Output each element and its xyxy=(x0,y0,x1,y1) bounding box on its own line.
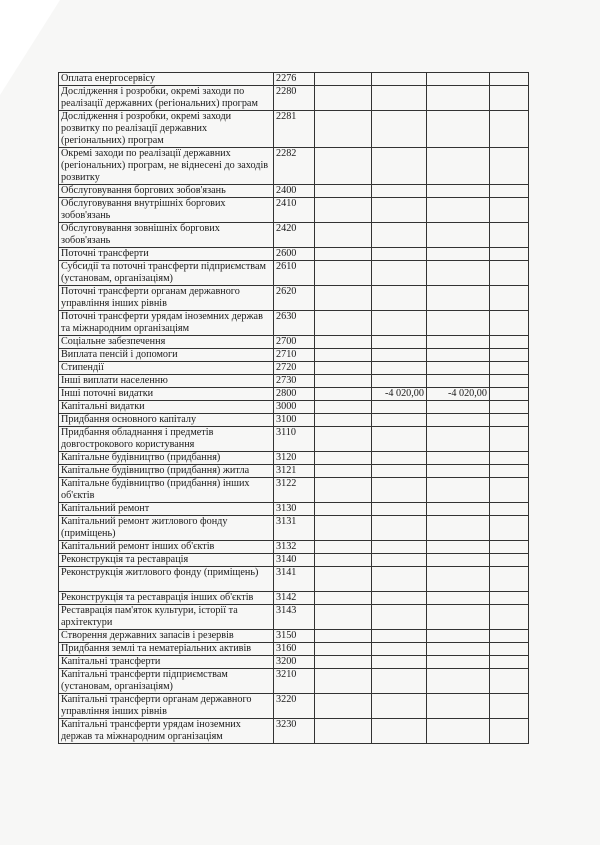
row-value-cell xyxy=(372,73,427,86)
row-value-cell xyxy=(372,630,427,643)
row-value-cell xyxy=(427,427,490,452)
row-code-cell: 2280 xyxy=(274,86,315,111)
row-name-cell: Капітальні трансферти xyxy=(59,656,274,669)
row-code-cell: 2620 xyxy=(274,286,315,311)
row-code-cell: 3131 xyxy=(274,516,315,541)
row-name-cell: Реставрація пам'яток культури, історії та архітектури xyxy=(59,605,274,630)
row-name-cell: Придбання основного капіталу xyxy=(59,414,274,427)
table-row xyxy=(59,311,529,336)
row-code-cell: 2630 xyxy=(274,311,315,336)
row-value-cell xyxy=(427,336,490,349)
row-value-cell xyxy=(427,465,490,478)
row-value-cell xyxy=(372,541,427,554)
row-value-cell xyxy=(315,349,372,362)
row-value-cell xyxy=(427,362,490,375)
table-row xyxy=(59,643,529,656)
row-value-cell xyxy=(315,541,372,554)
row-value-cell xyxy=(372,452,427,465)
row-name-cell: Реконструкція житлового фонду (приміщень) xyxy=(59,567,274,592)
row-value-cell xyxy=(427,375,490,388)
row-value-cell xyxy=(427,261,490,286)
row-value-cell xyxy=(372,414,427,427)
row-value-cell xyxy=(490,427,529,452)
table-row xyxy=(59,185,529,198)
row-value-cell xyxy=(427,148,490,185)
row-value-cell xyxy=(427,401,490,414)
row-value-cell xyxy=(315,630,372,643)
row-value-cell xyxy=(372,503,427,516)
row-code-cell: 2400 xyxy=(274,185,315,198)
row-code-cell: 2610 xyxy=(274,261,315,286)
row-value-cell xyxy=(315,516,372,541)
row-code-cell: 2700 xyxy=(274,336,315,349)
row-code-cell: 3120 xyxy=(274,452,315,465)
row-value-cell xyxy=(315,605,372,630)
row-value-cell xyxy=(490,465,529,478)
table-row xyxy=(59,388,529,401)
row-value-cell xyxy=(315,388,372,401)
row-value-cell xyxy=(490,401,529,414)
row-value-cell xyxy=(490,503,529,516)
row-value-cell xyxy=(490,567,529,592)
row-value-cell xyxy=(427,86,490,111)
table-row xyxy=(59,719,529,744)
row-value-cell xyxy=(372,223,427,248)
row-value-cell xyxy=(490,198,529,223)
row-value-cell xyxy=(315,465,372,478)
row-value-cell xyxy=(315,567,372,592)
row-value-cell xyxy=(490,185,529,198)
row-code-cell: 3220 xyxy=(274,694,315,719)
row-name-cell: Соціальне забезпечення xyxy=(59,336,274,349)
row-value-cell xyxy=(315,362,372,375)
row-value-cell xyxy=(315,592,372,605)
row-value-cell xyxy=(372,643,427,656)
row-value-cell xyxy=(315,452,372,465)
row-value-cell xyxy=(490,336,529,349)
row-value-cell xyxy=(315,427,372,452)
table-row xyxy=(59,414,529,427)
row-value-cell xyxy=(427,223,490,248)
row-value-cell xyxy=(427,605,490,630)
row-name-cell: Капітальний ремонт інших об'єктів xyxy=(59,541,274,554)
row-value-cell xyxy=(490,554,529,567)
table-row xyxy=(59,554,529,567)
row-name-cell: Капітальні трансферти урядам іноземних держав та міжнародним організаціям xyxy=(59,719,274,744)
row-value-cell xyxy=(315,261,372,286)
table-row xyxy=(59,427,529,452)
row-value-cell xyxy=(372,669,427,694)
row-code-cell: 3143 xyxy=(274,605,315,630)
row-value-cell xyxy=(372,427,427,452)
table-row xyxy=(59,198,529,223)
row-value-cell xyxy=(427,643,490,656)
row-code-cell: 2276 xyxy=(274,73,315,86)
row-value-cell xyxy=(372,719,427,744)
row-value-cell xyxy=(372,336,427,349)
row-value-cell xyxy=(315,503,372,516)
table-row xyxy=(59,401,529,414)
row-value-cell xyxy=(427,286,490,311)
row-value-cell xyxy=(490,605,529,630)
folded-corner xyxy=(0,0,60,95)
row-code-cell: 3140 xyxy=(274,554,315,567)
row-code-cell: 2800 xyxy=(274,388,315,401)
row-value-cell xyxy=(372,362,427,375)
table-row xyxy=(59,261,529,286)
table-row xyxy=(59,592,529,605)
table-row xyxy=(59,336,529,349)
table-row xyxy=(59,362,529,375)
row-value-cell xyxy=(315,643,372,656)
table-row xyxy=(59,694,529,719)
row-value-cell xyxy=(490,630,529,643)
row-value-cell xyxy=(427,694,490,719)
row-value-cell xyxy=(372,286,427,311)
row-value-cell xyxy=(372,592,427,605)
row-value-cell xyxy=(315,223,372,248)
row-value-cell xyxy=(427,669,490,694)
row-value-cell xyxy=(490,73,529,86)
row-name-cell: Капітальний ремонт житлового фонду (приміщень) xyxy=(59,516,274,541)
table-row xyxy=(59,223,529,248)
row-value-cell xyxy=(372,311,427,336)
table-row xyxy=(59,541,529,554)
row-value-cell xyxy=(490,669,529,694)
row-value-cell xyxy=(372,478,427,503)
row-value-cell xyxy=(490,375,529,388)
row-name-cell: Капітальний ремонт xyxy=(59,503,274,516)
row-value-cell xyxy=(372,554,427,567)
row-code-cell: 3121 xyxy=(274,465,315,478)
row-value-cell xyxy=(427,630,490,643)
row-name-cell: Реконструкція та реставрація xyxy=(59,554,274,567)
table-row xyxy=(59,452,529,465)
table-row xyxy=(59,248,529,261)
row-code-cell: 2710 xyxy=(274,349,315,362)
row-value-cell xyxy=(427,73,490,86)
row-value-cell xyxy=(490,643,529,656)
row-code-cell: 2730 xyxy=(274,375,315,388)
row-value-cell xyxy=(490,223,529,248)
row-code-cell: 2281 xyxy=(274,111,315,148)
row-code-cell: 3160 xyxy=(274,643,315,656)
row-name-cell: Обслуговування боргових зобов'язань xyxy=(59,185,274,198)
row-name-cell: Інші виплати населенню xyxy=(59,375,274,388)
table-row xyxy=(59,478,529,503)
row-name-cell: Окремі заходи по реалізації державних (регіональних) програм, не віднесені до заходів розвитку xyxy=(59,148,274,185)
row-value-cell xyxy=(372,111,427,148)
row-value-cell xyxy=(490,148,529,185)
table-row xyxy=(59,286,529,311)
row-name-cell: Стипендії xyxy=(59,362,274,375)
row-value-cell xyxy=(315,669,372,694)
row-code-cell: 2420 xyxy=(274,223,315,248)
row-value-cell xyxy=(427,656,490,669)
row-code-cell: 3230 xyxy=(274,719,315,744)
row-value-cell xyxy=(315,73,372,86)
row-name-cell: Поточні трансферти урядам іноземних держав та міжнародним організаціям xyxy=(59,311,274,336)
row-value-cell xyxy=(315,375,372,388)
table-row xyxy=(59,465,529,478)
row-name-cell: Дослідження і розробки, окремі заходи по реалізації державних (регіональних) програм xyxy=(59,86,274,111)
row-value-cell xyxy=(315,694,372,719)
row-value-cell xyxy=(372,694,427,719)
row-value-cell xyxy=(372,516,427,541)
row-value-cell xyxy=(490,452,529,465)
row-code-cell: 3122 xyxy=(274,478,315,503)
row-value-cell xyxy=(372,248,427,261)
row-value-cell xyxy=(427,554,490,567)
row-code-cell: 3150 xyxy=(274,630,315,643)
row-value-cell xyxy=(315,401,372,414)
table-row xyxy=(59,148,529,185)
table-row xyxy=(59,516,529,541)
row-value-cell xyxy=(315,414,372,427)
row-value-cell xyxy=(372,605,427,630)
row-value-cell xyxy=(315,478,372,503)
row-value-cell xyxy=(490,248,529,261)
row-value-cell xyxy=(427,567,490,592)
row-value-cell xyxy=(427,516,490,541)
row-value-cell xyxy=(427,111,490,148)
row-name-cell: Оплата енергосервісу xyxy=(59,73,274,86)
row-code-cell: 3110 xyxy=(274,427,315,452)
table-row xyxy=(59,630,529,643)
row-value-cell xyxy=(372,401,427,414)
row-code-cell: 3141 xyxy=(274,567,315,592)
row-value-cell xyxy=(427,541,490,554)
row-value-cell xyxy=(427,503,490,516)
row-value-cell xyxy=(490,349,529,362)
row-value-cell xyxy=(372,349,427,362)
row-value-cell xyxy=(427,592,490,605)
row-name-cell: Придбання обладнання і предметів довгострокового користування xyxy=(59,427,274,452)
row-value-cell xyxy=(372,656,427,669)
row-name-cell: Поточні трансферти xyxy=(59,248,274,261)
row-code-cell: 3000 xyxy=(274,401,315,414)
row-value-cell: -4 020,00 xyxy=(427,388,490,401)
row-value-cell xyxy=(315,198,372,223)
row-code-cell: 3132 xyxy=(274,541,315,554)
row-name-cell: Капітальне будівництво (придбання) інших об'єктів xyxy=(59,478,274,503)
row-code-cell: 2600 xyxy=(274,248,315,261)
row-name-cell: Капітальне будівництво (придбання) xyxy=(59,452,274,465)
row-name-cell: Дослідження і розробки, окремі заходи розвитку по реалізації державних (регіональних) програм xyxy=(59,111,274,148)
row-value-cell xyxy=(490,388,529,401)
row-name-cell: Виплата пенсій і допомоги xyxy=(59,349,274,362)
row-value-cell xyxy=(490,656,529,669)
row-name-cell: Обслуговування внутрішніх боргових зобов'язань xyxy=(59,198,274,223)
table-body xyxy=(59,73,529,744)
table-row xyxy=(59,656,529,669)
row-value-cell xyxy=(315,148,372,185)
row-name-cell: Капітальні видатки xyxy=(59,401,274,414)
row-value-cell xyxy=(372,198,427,223)
row-name-cell: Капітальні трансферти підприємствам (установам, організаціям) xyxy=(59,669,274,694)
expenditure-table xyxy=(58,72,529,744)
row-value-cell xyxy=(372,86,427,111)
row-value-cell xyxy=(315,336,372,349)
row-value-cell xyxy=(490,694,529,719)
table-row xyxy=(59,73,529,86)
row-name-cell: Придбання землі та нематеріальних активів xyxy=(59,643,274,656)
row-value-cell xyxy=(490,86,529,111)
row-name-cell: Поточні трансферти органам державного управління інших рівнів xyxy=(59,286,274,311)
row-value-cell xyxy=(427,311,490,336)
row-value-cell xyxy=(315,719,372,744)
row-code-cell: 3100 xyxy=(274,414,315,427)
row-value-cell xyxy=(427,248,490,261)
table-row xyxy=(59,349,529,362)
row-code-cell: 3142 xyxy=(274,592,315,605)
row-value-cell xyxy=(372,375,427,388)
row-value-cell xyxy=(315,86,372,111)
row-value-cell xyxy=(490,541,529,554)
table-row xyxy=(59,605,529,630)
row-code-cell: 2410 xyxy=(274,198,315,223)
row-value-cell xyxy=(315,311,372,336)
row-name-cell: Створення державних запасів і резервів xyxy=(59,630,274,643)
row-value-cell xyxy=(315,286,372,311)
row-value-cell xyxy=(372,567,427,592)
row-value-cell xyxy=(427,414,490,427)
row-value-cell xyxy=(490,592,529,605)
row-value-cell xyxy=(315,111,372,148)
row-name-cell: Обслуговування зовнішніх боргових зобов'язань xyxy=(59,223,274,248)
row-value-cell xyxy=(490,111,529,148)
row-code-cell: 3210 xyxy=(274,669,315,694)
row-code-cell: 3130 xyxy=(274,503,315,516)
row-value-cell xyxy=(427,719,490,744)
row-name-cell: Капітальні трансферти органам державного управління інших рівнів xyxy=(59,694,274,719)
row-value-cell xyxy=(490,478,529,503)
row-value-cell xyxy=(372,185,427,198)
row-code-cell: 2282 xyxy=(274,148,315,185)
row-value-cell xyxy=(315,554,372,567)
row-code-cell: 2720 xyxy=(274,362,315,375)
row-name-cell: Субсидії та поточні трансферти підприємствам (установам, організаціям) xyxy=(59,261,274,286)
row-code-cell: 3200 xyxy=(274,656,315,669)
table-row xyxy=(59,503,529,516)
row-value-cell xyxy=(427,452,490,465)
table-row xyxy=(59,86,529,111)
row-value-cell xyxy=(372,465,427,478)
row-name-cell: Реконструкція та реставрація інших об'єктів xyxy=(59,592,274,605)
row-value-cell xyxy=(427,185,490,198)
table-row xyxy=(59,567,529,592)
row-value-cell xyxy=(315,185,372,198)
row-value-cell xyxy=(372,148,427,185)
row-value-cell xyxy=(490,414,529,427)
row-value-cell xyxy=(490,516,529,541)
row-value-cell xyxy=(427,198,490,223)
row-value-cell xyxy=(490,311,529,336)
row-value-cell xyxy=(490,362,529,375)
table-row xyxy=(59,111,529,148)
row-value-cell xyxy=(490,286,529,311)
row-value-cell xyxy=(315,248,372,261)
row-value-cell xyxy=(427,478,490,503)
table-row xyxy=(59,669,529,694)
row-value-cell xyxy=(315,656,372,669)
row-value-cell: -4 020,00 xyxy=(372,388,427,401)
row-value-cell xyxy=(490,719,529,744)
row-name-cell: Інші поточні видатки xyxy=(59,388,274,401)
row-value-cell xyxy=(427,349,490,362)
row-value-cell xyxy=(490,261,529,286)
row-name-cell: Капітальне будівництво (придбання) житла xyxy=(59,465,274,478)
table-row xyxy=(59,375,529,388)
row-value-cell xyxy=(372,261,427,286)
